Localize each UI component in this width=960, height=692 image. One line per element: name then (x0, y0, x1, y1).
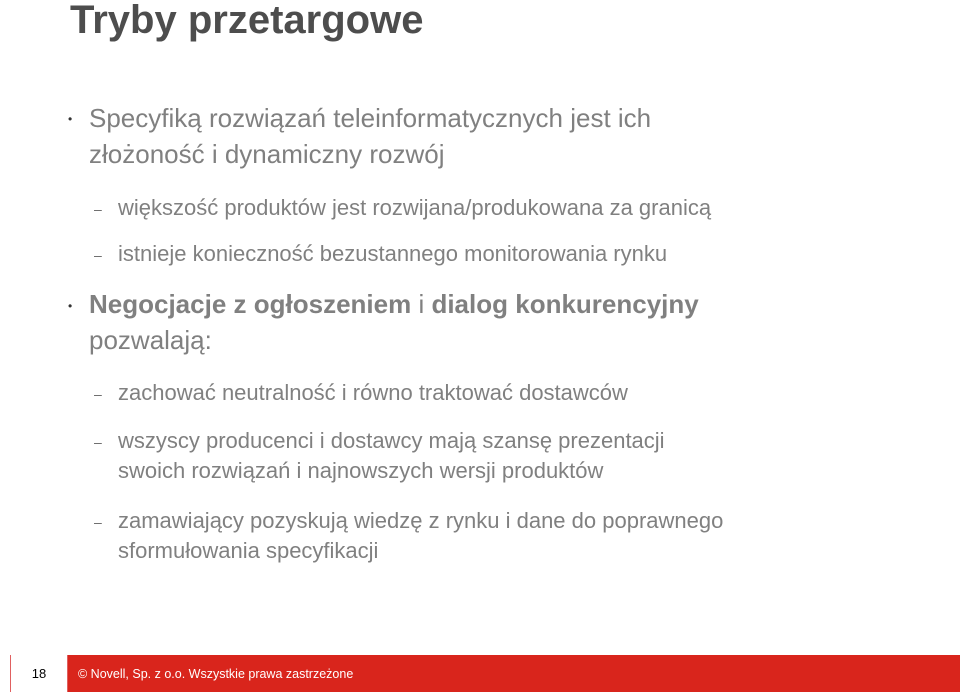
bullet-icon: • (68, 112, 73, 126)
dash-icon: – (94, 386, 102, 402)
bullet-1-line-1: Specyfiką rozwiązań teleinformatycznych jest ich (89, 103, 652, 133)
sub-1-1: większość produktów jest rozwijana/produkowana za granicą (118, 195, 712, 220)
dash-icon: – (94, 434, 102, 450)
page-number (10, 655, 68, 692)
bullet-2-bold-2: dialog konkurencyjny (431, 289, 699, 319)
sub-2-2-line-2: swoich rozwiązań i najnowszych wersji produktów (118, 458, 604, 483)
copyright-text: © Novell, Sp. z o.o. Wszystkie prawa zastrzeżone (78, 666, 354, 681)
bullet-2-bold-1: Negocjacje z ogłoszeniem (89, 289, 412, 319)
sub-2-3 (118, 506, 918, 566)
sub-2-3-line-1: zamawiający pozyskują wiedzę z rynku i dane do poprawnego (118, 508, 724, 533)
sub-2-2-line-1: wszyscy producenci i dostawcy mają szansę prezentacji (118, 428, 665, 453)
sub-2-1: zachować neutralność i równo traktować dostawców (118, 380, 628, 405)
footer-edge (0, 655, 10, 692)
dash-icon: – (94, 201, 102, 217)
sub-2-3-line-2: sformułowania specyfikacji (118, 538, 379, 563)
bullet-2-text (89, 286, 909, 358)
page-number-text: 18 (31, 666, 47, 681)
bullet-1-text (89, 100, 909, 172)
bullet-2-connector: i (411, 289, 432, 319)
bullet-2-line-1 (89, 286, 909, 322)
sub-1-2: istnieje konieczność bezustannego monitorowania rynku (118, 241, 668, 266)
dash-icon: – (94, 247, 102, 263)
dash-icon: – (94, 514, 102, 530)
bullet-icon: • (68, 299, 73, 313)
sub-2-2 (118, 426, 918, 486)
bullet-2-line-2: pozwalają: (89, 325, 212, 355)
bullet-1-line-2: złożoność i dynamiczny rozwój (89, 139, 445, 169)
slide-title: Tryby przetargowe (70, 0, 424, 42)
